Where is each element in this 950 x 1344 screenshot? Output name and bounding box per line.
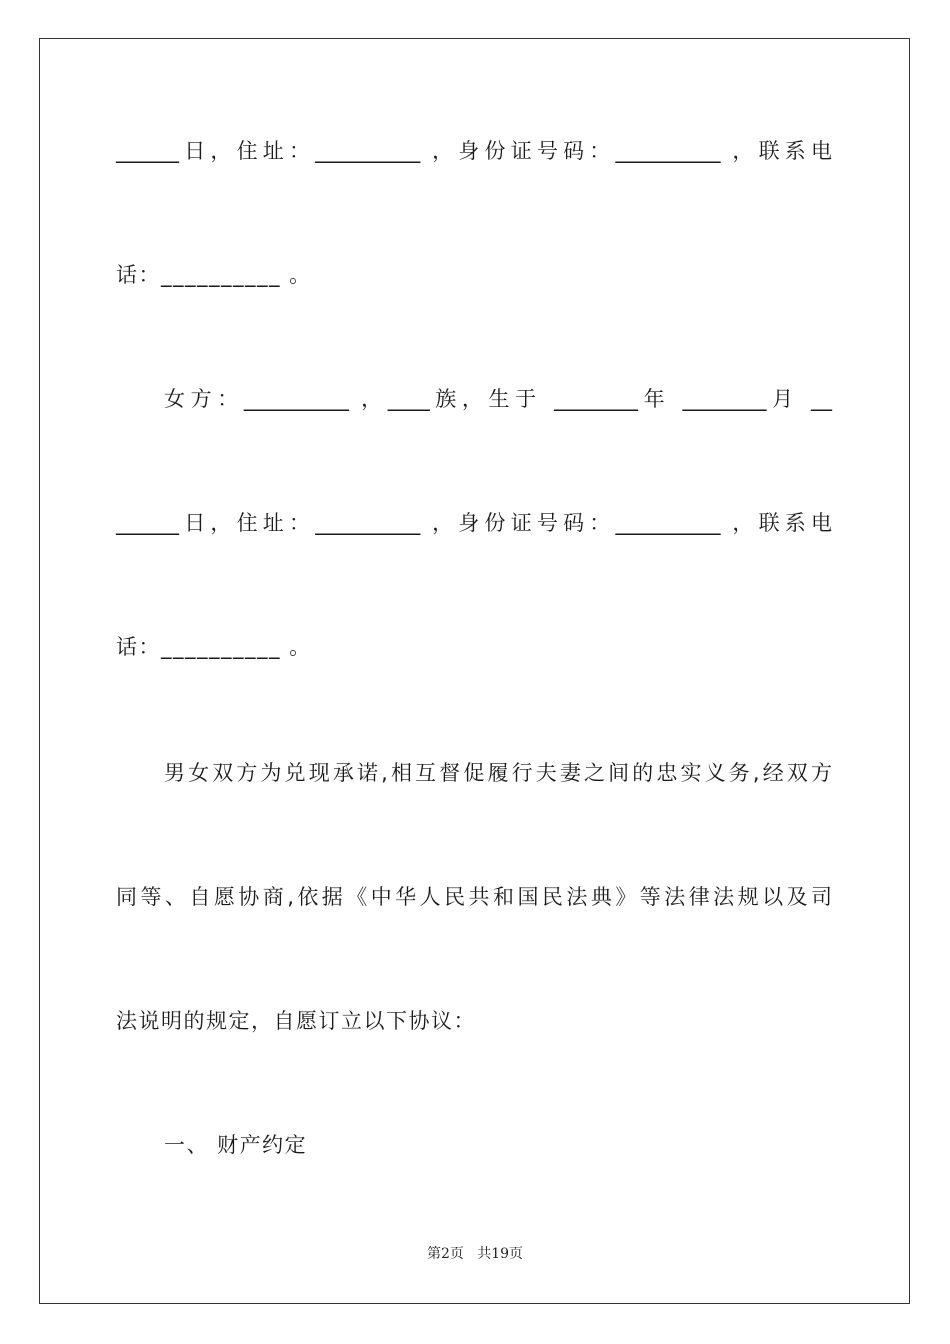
section-heading: 一、 财产约定 bbox=[164, 1133, 308, 1157]
body-line-3: 女方：__________ ，____族，生于 ________年 ________月 __ bbox=[164, 387, 832, 411]
body-line-6: 男女双方为兑现承诺,相互督促履行夫妻之间的忠实义务,经双方 bbox=[164, 761, 832, 785]
body-line-2: 话：__________ 。 bbox=[116, 263, 312, 287]
body-line-4: ______日，住址：__________ ，身份证号码：__________ ，联系电 bbox=[116, 511, 832, 535]
body-line-1: ______日，住址：__________ ，身份证号码：__________ ，联系电 bbox=[116, 139, 832, 163]
body-line-5: 话：__________ 。 bbox=[116, 635, 312, 659]
page-border bbox=[39, 38, 910, 1304]
body-line-8: 法说明的规定，自愿订立以下协议： bbox=[116, 1009, 476, 1033]
page-number-footer: 第2页 共19页 bbox=[426, 1246, 524, 1262]
body-line-7: 同等、自愿协商,依据《中华人民共和国民法典》等法律法规以及司 bbox=[116, 885, 832, 909]
